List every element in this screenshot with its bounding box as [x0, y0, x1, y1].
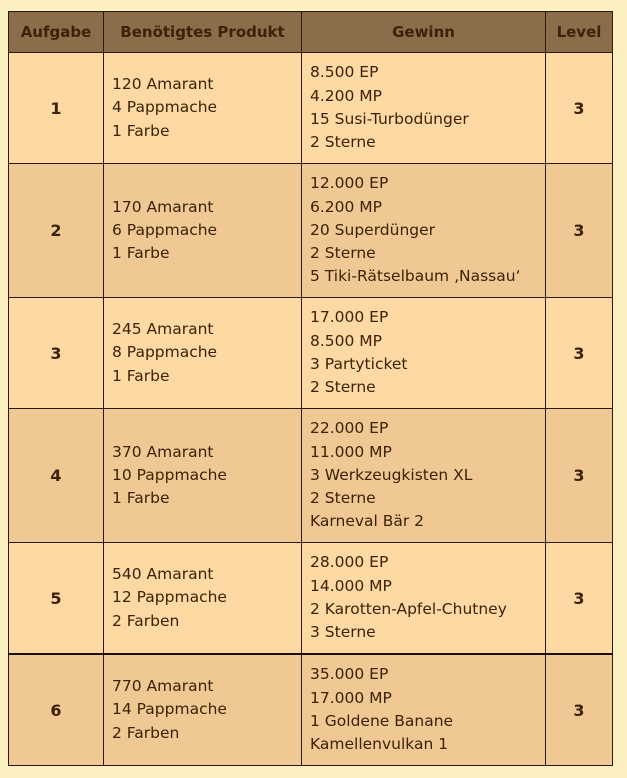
product-line: 2 Farben — [112, 611, 180, 630]
reward-line: 8.500 MP — [310, 331, 383, 350]
level-value: 3 — [546, 409, 613, 543]
reward-line: 28.000 EP — [310, 553, 389, 572]
reward-line: 6.200 MP — [310, 197, 383, 216]
product-line: 4 Pappmache — [112, 98, 218, 117]
task-number: 5 — [9, 543, 104, 655]
table-row — [9, 543, 613, 655]
task-table — [8, 11, 613, 766]
product-line: 1 Farbe — [112, 489, 170, 508]
reward-line: 17.000 EP — [310, 308, 389, 327]
rewards — [302, 543, 546, 655]
reward-line: 2 Sterne — [310, 489, 376, 508]
reward-line: 11.000 MP — [310, 442, 392, 461]
product-line: 10 Pappmache — [112, 465, 227, 484]
reward-line: 3 Sterne — [310, 623, 376, 642]
table-row — [9, 654, 613, 766]
product-line: 1 Farbe — [112, 244, 170, 263]
product-line: 245 Amarant — [112, 320, 214, 339]
required-products — [104, 543, 302, 655]
reward-line: 12.000 EP — [310, 174, 389, 193]
required-products — [104, 164, 302, 298]
product-line: 370 Amarant — [112, 442, 214, 461]
reward-line: 20 Superdünger — [310, 220, 436, 239]
table-row — [9, 164, 613, 298]
required-products — [104, 409, 302, 543]
product-line: 770 Amarant — [112, 677, 214, 696]
reward-line: 4.200 MP — [310, 86, 383, 105]
header-level: Level — [546, 12, 613, 53]
product-line: 120 Amarant — [112, 75, 214, 94]
reward-line: 14.000 MP — [310, 576, 392, 595]
table-header-row — [9, 12, 613, 53]
task-number: 3 — [9, 298, 104, 409]
reward-line: 15 Susi-Turbodünger — [310, 110, 469, 128]
level-value: 3 — [546, 164, 613, 298]
task-number: 6 — [9, 654, 104, 766]
required-products — [104, 298, 302, 409]
product-line: 14 Pappmache — [112, 700, 227, 719]
level-value: 3 — [546, 654, 613, 766]
reward-line: 3 Werkzeugkisten XL — [310, 465, 473, 484]
reward-line: 2 Karotten-Apfel-Chutney — [310, 600, 507, 618]
level-value: 3 — [546, 298, 613, 409]
required-products — [104, 654, 302, 766]
reward-line: 2 Sterne — [310, 378, 376, 397]
rewards — [302, 164, 546, 298]
level-value: 3 — [546, 543, 613, 655]
reward-line: Karneval Bär 2 — [310, 512, 425, 531]
product-line: 1 Farbe — [112, 121, 170, 140]
task-number: 1 — [9, 53, 104, 164]
reward-line: 3 Partyticket — [310, 355, 408, 373]
reward-line: 22.000 EP — [310, 419, 389, 438]
reward-line: 35.000 EP — [310, 665, 389, 684]
table-row — [9, 298, 613, 409]
rewards — [302, 298, 546, 409]
rewards — [302, 654, 546, 766]
product-line: 6 Pappmache — [112, 220, 218, 239]
reward-line: 1 Goldene Banane — [310, 712, 454, 730]
reward-line: 8.500 EP — [310, 63, 379, 82]
table-row — [9, 409, 613, 543]
reward-line: 2 Sterne — [310, 244, 376, 263]
header-task: Aufgabe — [9, 12, 104, 53]
required-products — [104, 53, 302, 164]
header-product: Benötigtes Produkt — [104, 12, 302, 53]
table-row — [9, 53, 613, 164]
product-line: 1 Farbe — [112, 366, 170, 385]
reward-line: 2 Sterne — [310, 133, 376, 152]
rewards — [302, 53, 546, 164]
product-line: 540 Amarant — [112, 565, 214, 584]
task-number: 2 — [9, 164, 104, 298]
task-number: 4 — [9, 409, 104, 543]
product-line: 170 Amarant — [112, 197, 214, 216]
reward-line: 17.000 MP — [310, 688, 392, 707]
product-line: 12 Pappmache — [112, 588, 227, 607]
product-line: 8 Pappmache — [112, 343, 218, 362]
reward-line: 5 Tiki-Rätselbaum ‚Nassau‘ — [310, 267, 521, 286]
product-line: 2 Farben — [112, 723, 180, 742]
task-table-container — [8, 11, 612, 766]
header-gain: Gewinn — [302, 12, 546, 53]
level-value: 3 — [546, 53, 613, 164]
rewards — [302, 409, 546, 543]
reward-line: Kamellenvulkan 1 — [310, 735, 449, 754]
